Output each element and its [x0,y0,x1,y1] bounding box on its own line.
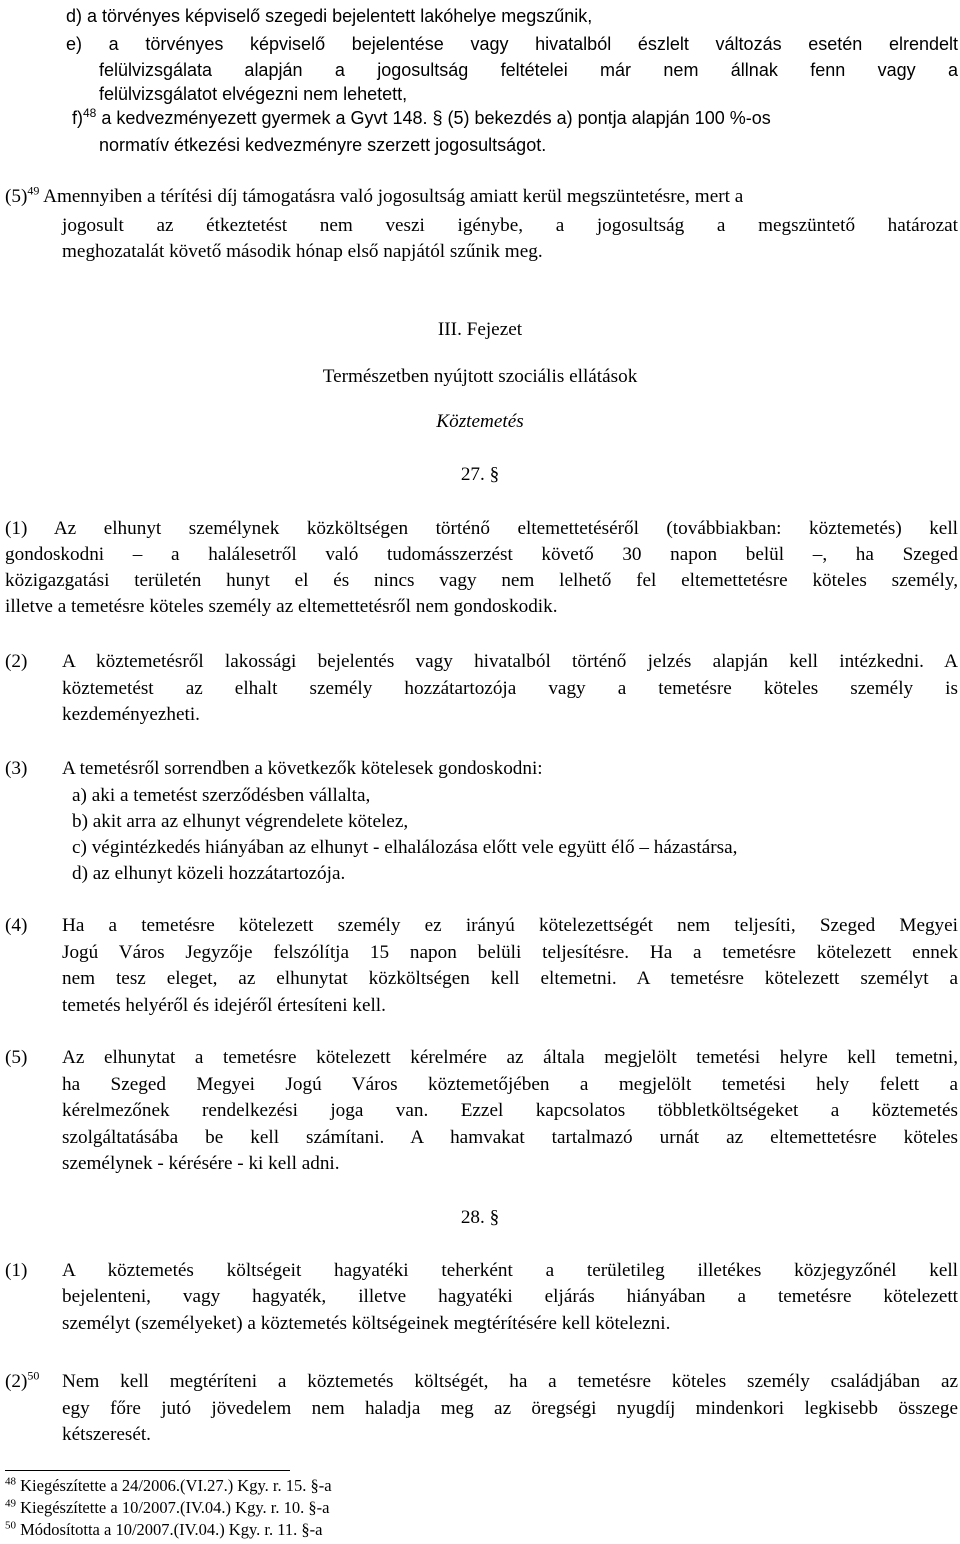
s28-p1-line1: A köztemetés költségeit hagyatéki teherként a területileg illetékes közjegyzőnél kell [62,1260,958,1281]
footnote-ref-48[interactable]: 48 [83,106,97,120]
s27-p5-line2: ha Szeged Megyei Jogú Város köztemetőjében a megjelölt temetési hely felett a [62,1074,958,1095]
s27-p3-item-d: d) az elhunyt közeli hozzátartozója. [72,863,346,884]
s27-p4-line2: Jogú Város Jegyzője felszólítja 15 napon belüli teljesítésre. Ha a temetésre kötelezett ennek [62,942,958,963]
chapter-title: Természetben nyújtott szociális ellátások [322,366,638,387]
s27-p2-line1: A köztemetésről lakossági bejelentés vagy hivatalból történő jelzés alapján kell intézkedni. A [62,651,958,672]
footnote-text: Kiegészítette a 24/2006.(VI.27.) Kgy. r. 15. §-a [16,1476,332,1495]
list-item-e-line2: felülvizsgálata alapján a jogosultság feltételei már nem állnak fenn vagy a [99,60,958,80]
section-27-heading: 27. § [460,464,500,485]
list-item-d: d) a törvényes képviselő szegedi bejelentett lakóhelye megszűnik, [66,6,593,26]
list-item-e-line3: felülvizsgálatot elvégezni nem lehetett, [99,84,408,104]
footnote-text: Kiegészítette a 10/2007.(IV.04.) Kgy. r. 10. §-a [16,1498,330,1517]
footnote-marker: 49 [5,1497,16,1510]
footnote-49 [5,1498,329,1518]
s28-p2-line2: egy főre jutó jövedelem nem haladja meg az öregségi nyugdíj mindenkori legkisebb összege [62,1398,958,1419]
s27-p5-line1: Az elhunytat a temetésre kötelezett kérelmére az általa megjelölt temetési helyre kell temetni, [62,1047,958,1068]
list-item-f-line1 [72,106,771,130]
s27-p3-item-c: c) végintézkedés hiányában az elhunyt - elhalálozása előtt vele együtt élő – házastársa, [72,837,738,858]
list-item-f-line2: normatív étkezési kedvezményre szerzett jogosultságot. [99,135,547,155]
footnote-marker: 48 [5,1475,16,1488]
footnote-text: Módosította a 10/2007.(IV.04.) Kgy. r. 11. §-a [16,1520,323,1539]
s28-p2-label: (2) [5,1371,28,1392]
footnote-ref-49[interactable]: 49 [27,183,40,198]
list-item-e-line1: e) a törvényes képviselő bejelentése vagy hivatalból észlelt változás esetén elrendelt [66,34,958,54]
s27-p4-num: (4) [5,915,28,936]
s27-p5-line4: szolgáltatásába be kell számítani. A hamvakat tartalmazó urnát az eltemettetésre köteles [62,1127,958,1148]
s27-p1-line3: közigazgatási területén hunyt el és nincs vagy nem lelhető fel eltemettetésre köteles személy, [5,570,958,591]
section-28-heading: 28. § [460,1207,500,1228]
s27-p5-line3: kérelmezőnek rendelkezési joga van. Ezzel kapcsolatos többletköltségeket a köztemetés [62,1100,958,1121]
s28-p1-line2: bejelenteni, vagy hagyaték, illetve hagyatéki eljárás hiányában a temetésre kötelezett [62,1286,958,1307]
footnote-marker: 50 [5,1519,16,1532]
s27-p2-line2: köztemetést az elhalt személy hozzátartozója vagy a temetésre köteles személy is [62,678,958,699]
s27-p4-line4: temetés helyéről és idejéről értesíteni kell. [62,995,386,1016]
s27-p5-num: (5) [5,1047,28,1068]
s28-p2-num [5,1370,39,1394]
s27-p2-num: (2) [5,651,28,672]
s28-p1-line3: személyt (személyeket) a köztemetés költségeinek megtérítésére kell kötelezni. [62,1313,671,1334]
para-5-line3: meghozatalát követő második hónap első napjától szűnik meg. [62,241,543,262]
list-item-f-text: a kedvezményezett gyermek a Gyvt 148. § (5) bekezdés a) pontja alapján 100 %-os [96,108,771,128]
footnote-48 [5,1476,332,1496]
footnote-ref-50[interactable]: 50 [27,1368,40,1383]
footnote-50 [5,1520,322,1540]
footnote-separator [5,1470,290,1471]
s28-p1-num: (1) [5,1260,28,1281]
chapter-subtitle: Köztemetés [436,411,524,432]
s27-p1-line2: gondoskodni – a halálesetről való tudomásszerzést követő 30 napon belül –, ha Szeged [5,544,958,565]
chapter-number: III. Fejezet [437,319,523,340]
s27-p1-line1: (1) Az elhunyt személynek közköltségen történő eltemettetéséről (továbbiakban: köztemetés) kell [5,518,958,539]
s27-p3-item-b: b) akit arra az elhunyt végrendelete kötelez, [72,811,409,832]
list-item-f-label: f) [72,108,83,128]
s27-p3-item-a: a) aki a temetést szerződésben vállalta, [72,785,371,806]
para-5-label: (5) [5,186,28,207]
s27-p3-num: (3) [5,758,28,779]
s27-p1-line4: illetve a temetésre köteles személy az eltemettetésről nem gondoskodik. [5,596,558,617]
para-5-line1 [5,185,743,209]
para-5-text: Amennyiben a térítési díj támogatásra való jogosultság amiatt kerül megszüntetésre, mert a [39,186,744,207]
s27-p2-line3: kezdeményezheti. [62,704,200,725]
s27-p4-line1: Ha a temetésre kötelezett személy ez irányú kötelezettségét nem teljesíti, Szeged Megyei [62,915,958,936]
s28-p2-line1: Nem kell megtéríteni a köztemetés költségét, ha a temetésre köteles személy családjában az [62,1371,958,1392]
s28-p2-line3: kétszeresét. [62,1424,151,1445]
s27-p3-intro: A temetésről sorrendben a következők kötelesek gondoskodni: [62,758,543,779]
para-5-line2: jogosult az étkeztetést nem veszi igénybe, a jogosultság a megszüntető határozat [62,215,958,236]
s27-p5-line5: személynek - kérésére - ki kell adni. [62,1153,340,1174]
s27-p4-line3: nem tesz eleget, az elhunytat közköltségen kell eltemetni. A temetésre kötelezett személyt a [62,968,958,989]
